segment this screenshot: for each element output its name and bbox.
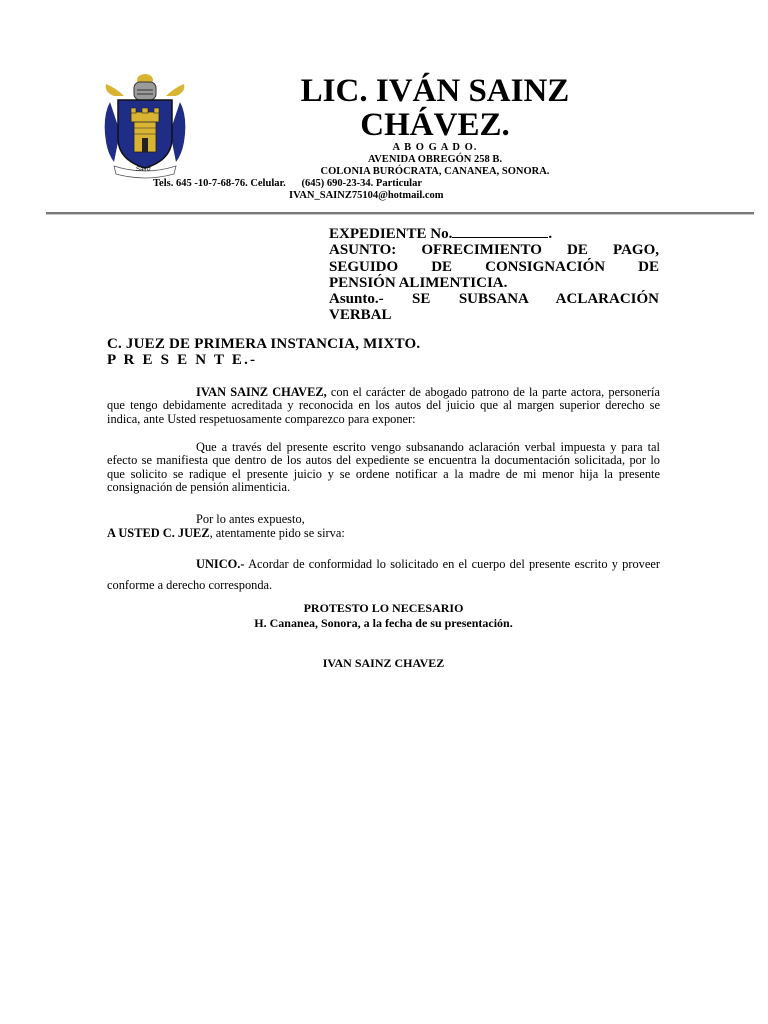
address-line1: AVENIDA OBREGÓN 258 B. (368, 154, 502, 165)
address-line2: COLONIA BURÓCRATA, CANANEA, SONORA. (320, 166, 550, 177)
asunto-line2: SEGUIDO DE CONSIGNACIÓN DE (329, 258, 659, 275)
paragraph-usted: A USTED C. JUEZ, atentamente pido se sirva: (107, 526, 345, 540)
signature-name: IVAN SAINZ CHAVEZ (322, 656, 445, 670)
header-divider (46, 212, 754, 215)
case-info-block (329, 226, 659, 324)
profession: A B O G A D O. (392, 142, 478, 153)
paragraph-expuesto: Por lo antes expuesto, (196, 512, 305, 526)
lawyer-name-line1: LIC. IVÁN SAINZ (300, 73, 570, 109)
place-date: H. Cananea, Sonora, a la fecha de su presentación. (254, 616, 513, 630)
asunto2-line1: Asunto.- SE SUBSANA ACLARACIÓN (329, 291, 659, 308)
expediente-blank (452, 226, 548, 238)
paragraph-unico: UNICO.- Acordar de conformidad lo solicitado en el cuerpo del presente escrito y proveer conforme a derecho corresponda. (107, 557, 660, 592)
lawyer-name (250, 74, 620, 142)
coat-of-arms-logo (100, 72, 190, 180)
asunto2-line2: VERBAL (329, 307, 392, 324)
paragraph-intro: IVAN SAINZ CHAVEZ, con el carácter de abogado patrono de la parte actora, personería que tengo debidamente acreditada y reconocida en los autos del juicio que al margen superior derecho se indica, ante Usted respetuosamente comparezco para exponer: (107, 385, 660, 426)
presente-heading: P R E S E N T E.- (107, 352, 258, 368)
email-address: IVAN_SAINZ75104@hotmail.com (289, 190, 444, 201)
judge-addressee: C. JUEZ DE PRIMERA INSTANCIA, MIXTO. (107, 336, 421, 352)
paragraph-request: Que a través del presente escrito vengo subsanando aclaración verbal impuesta y para tal efecto se manifiesta que dentro de los autos del expediente se encuentra la documentación solicitada, por lo que solicito se radique el presente juicio y se ordene notificar a la madre de mi menor hija la presente consignación de pensión alimenticia. (107, 440, 660, 495)
phone-numbers: Tels. 645 -10-7-68-76. Celular. (645) 690-23-34. Particular (153, 178, 422, 189)
protesto-heading: PROTESTO LO NECESARIO (303, 601, 464, 615)
lawyer-name-line2: CHÁVEZ. (360, 107, 510, 143)
crest-label: Sainz (136, 167, 152, 173)
expediente-line: EXPEDIENTE No. . (329, 226, 553, 242)
asunto-line3: PENSIÓN ALIMENTICIA. (329, 274, 508, 291)
petitioner-name: IVAN SAINZ CHAVEZ, (196, 385, 327, 399)
asunto-line1: ASUNTO: OFRECIMIENTO DE PAGO, (329, 242, 659, 259)
